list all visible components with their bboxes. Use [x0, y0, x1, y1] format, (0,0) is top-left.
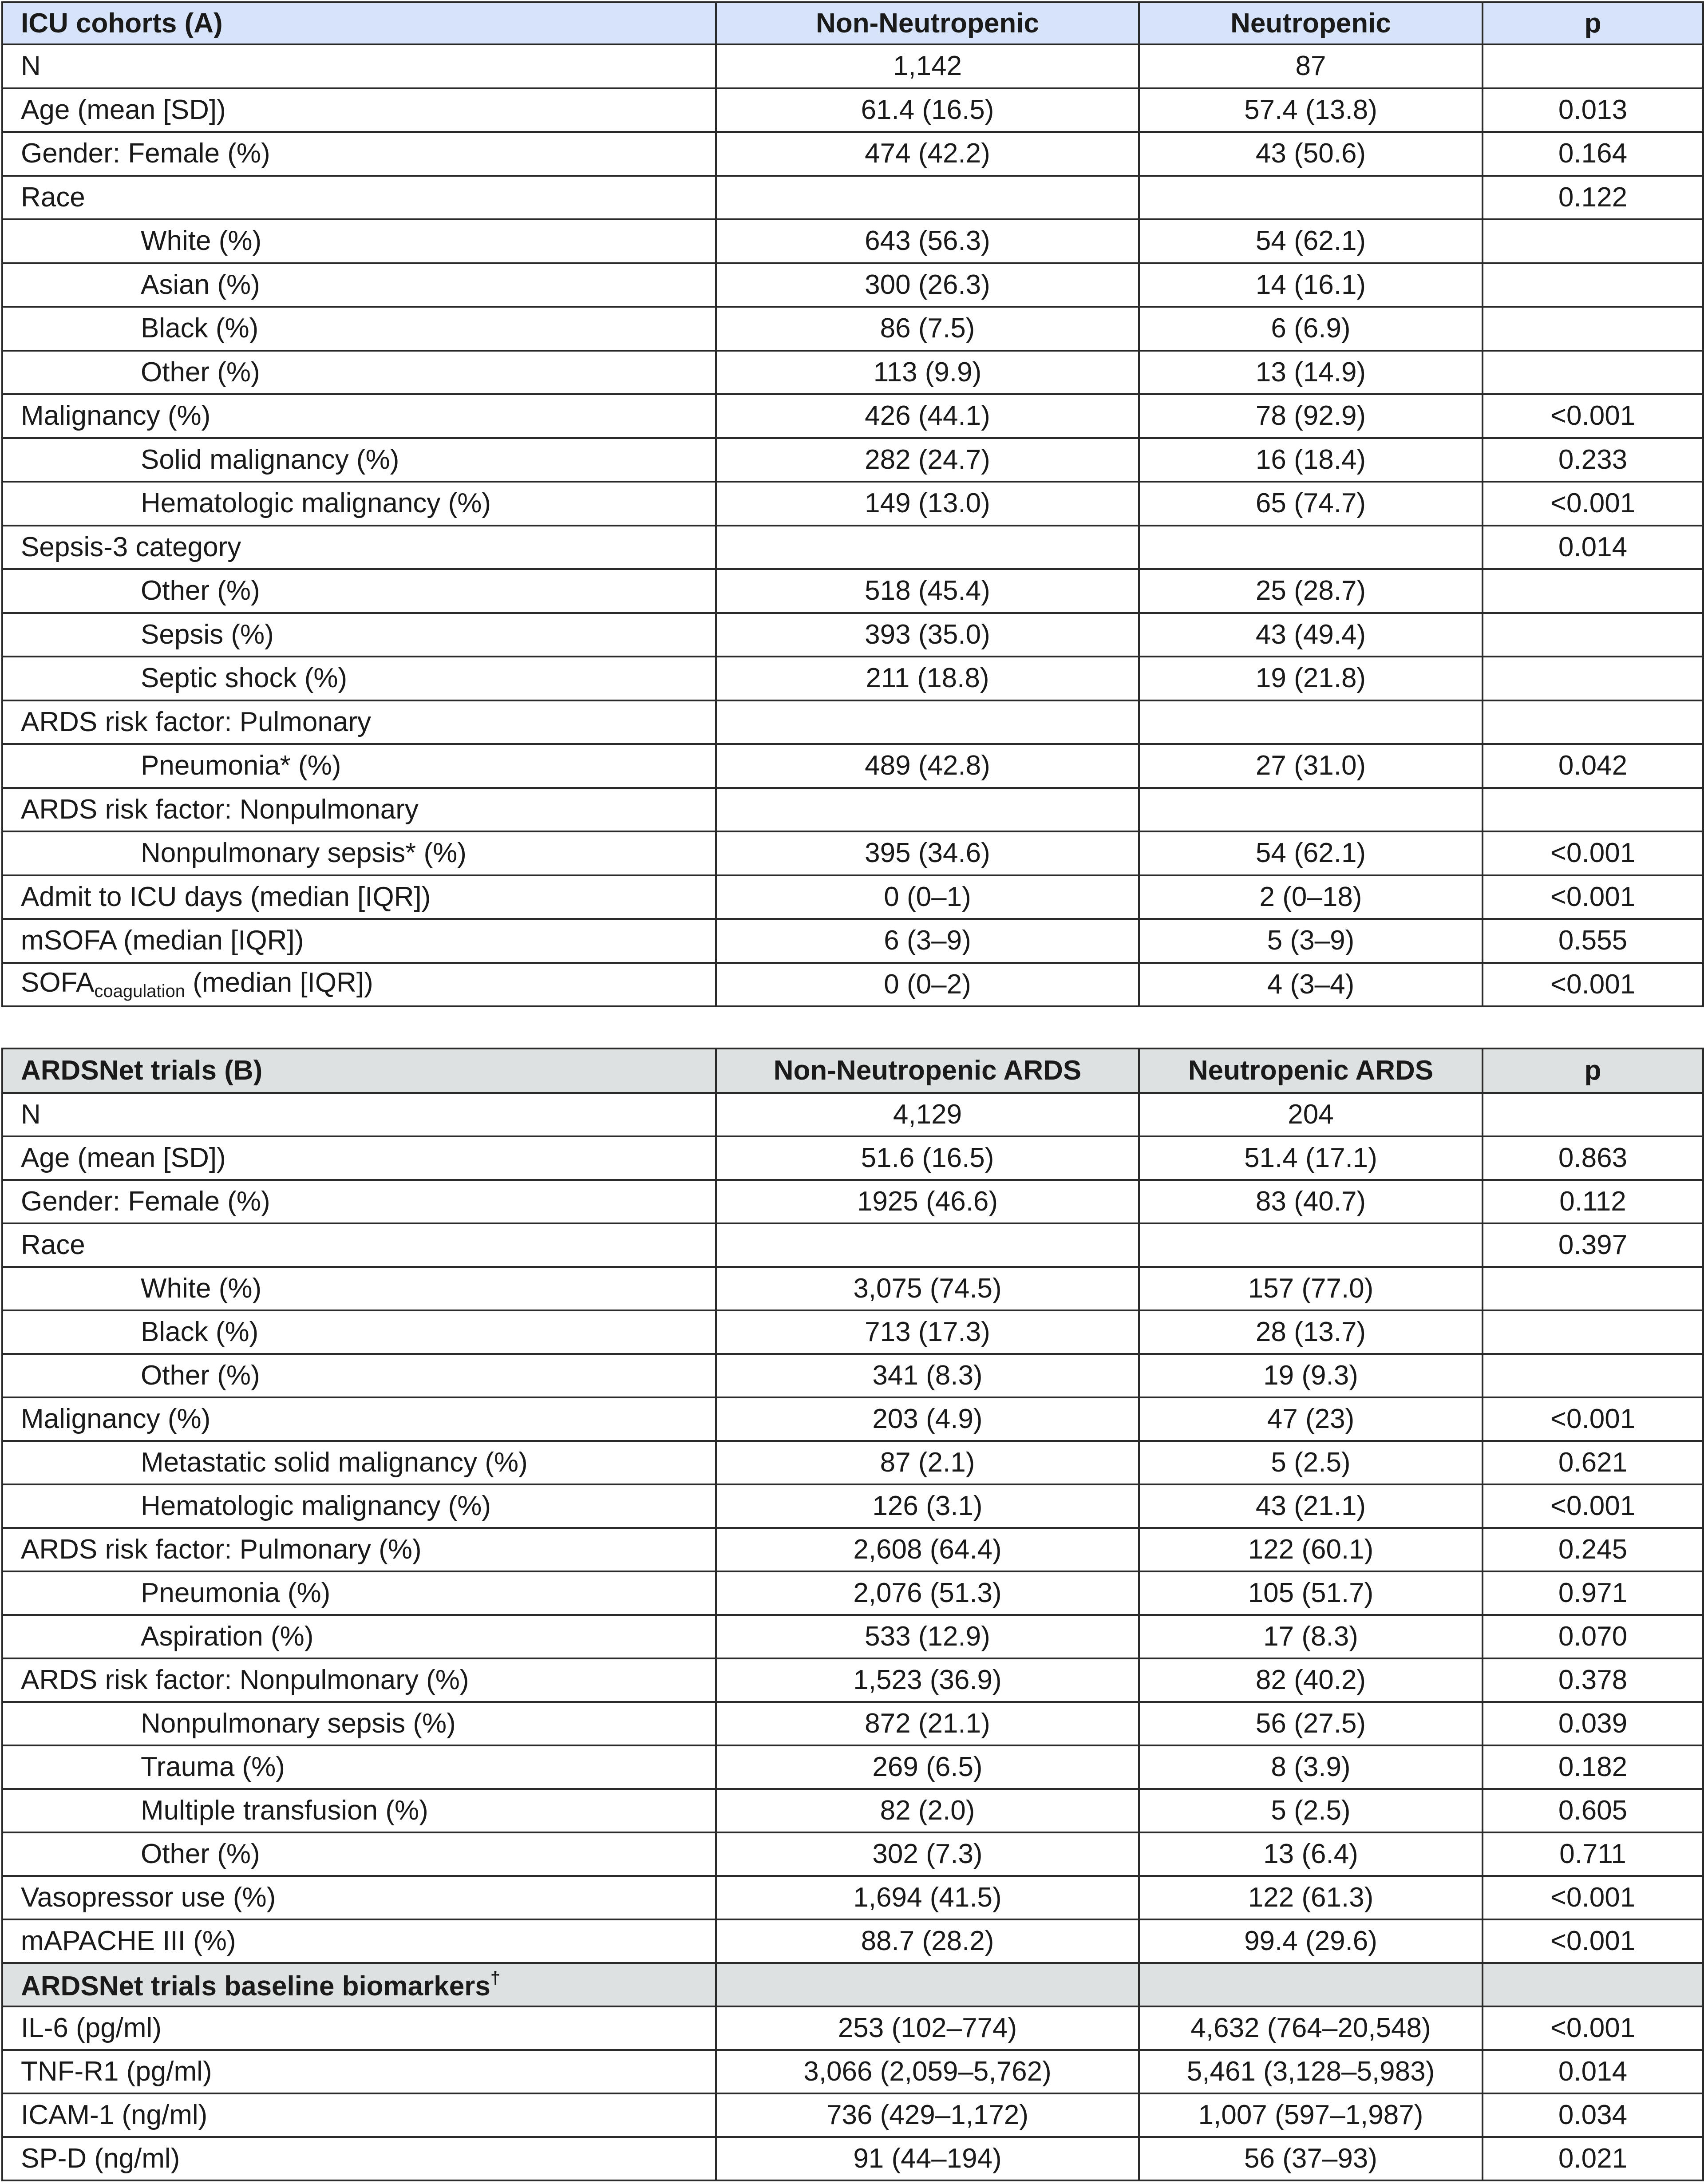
cell-value: 6 (3–9) [716, 919, 1139, 963]
cell-value: 5,461 (3,128–5,983) [1139, 2050, 1483, 2093]
row-label: Malignancy (%) [2, 1397, 716, 1441]
p-value: 0.164 [1483, 132, 1703, 176]
p-value [1483, 700, 1703, 744]
row-label: Gender: Female (%) [2, 132, 716, 176]
cell-value: 533 (12.9) [716, 1615, 1139, 1658]
p-value: 0.034 [1483, 2093, 1703, 2137]
cell-value: 5 (2.5) [1139, 1441, 1483, 1484]
cell-value: 51.4 (17.1) [1139, 1136, 1483, 1180]
cell-value: 16 (18.4) [1139, 438, 1483, 482]
table-row [2, 875, 1703, 919]
p-value: 0.122 [1483, 176, 1703, 220]
cell-value: 713 (17.3) [716, 1310, 1139, 1354]
p-value: 0.605 [1483, 1789, 1703, 1832]
row-label: Black (%) [2, 1310, 716, 1354]
cell-value: 105 (51.7) [1139, 1571, 1483, 1615]
table-row [2, 1441, 1703, 1484]
row-label: Aspiration (%) [2, 1615, 716, 1658]
cell-value: 426 (44.1) [716, 394, 1139, 438]
table-row [2, 657, 1703, 700]
table-row [2, 263, 1703, 307]
row-label [2, 963, 716, 1006]
table-row [2, 2006, 1703, 2050]
cell-value: 122 (60.1) [1139, 1528, 1483, 1571]
row-label: Race [2, 176, 716, 220]
cell-value: 1,694 (41.5) [716, 1876, 1139, 1919]
row-label: Hematologic malignancy (%) [2, 482, 716, 526]
p-value: 0.070 [1483, 1615, 1703, 1658]
biomarker-title-text: ARDSNet trials baseline biomarkers [21, 1971, 490, 2002]
p-value: <0.001 [1483, 1484, 1703, 1528]
p-value: 0.555 [1483, 919, 1703, 963]
row-label: Other (%) [2, 569, 716, 613]
table-row [2, 788, 1703, 832]
cell-value: 1,142 [716, 44, 1139, 88]
p-value [1483, 307, 1703, 351]
p-value: 0.014 [1483, 2050, 1703, 2093]
cell-value: 1,007 (597–1,987) [1139, 2093, 1483, 2137]
cell-value [716, 1223, 1139, 1267]
column-header: Neutropenic ARDS [1139, 1048, 1483, 1093]
row-label: Trauma (%) [2, 1745, 716, 1789]
biomarker-header-row [2, 1963, 1703, 2006]
cell-value: 3,066 (2,059–5,762) [716, 2050, 1139, 2093]
p-value [1483, 788, 1703, 832]
cell-value: 13 (14.9) [1139, 351, 1483, 395]
cell-value: 489 (42.8) [716, 744, 1139, 788]
row-label: Age (mean [SD]) [2, 88, 716, 132]
table-row [2, 1571, 1703, 1615]
row-label: Metastatic solid malignancy (%) [2, 1441, 716, 1484]
p-value: 0.042 [1483, 744, 1703, 788]
row-label: Other (%) [2, 1354, 716, 1397]
row-label: IL-6 (pg/ml) [2, 2006, 716, 2050]
p-value: 0.182 [1483, 1745, 1703, 1789]
p-value [1483, 1310, 1703, 1354]
cell-value: 57.4 (13.8) [1139, 88, 1483, 132]
cell-value [1139, 526, 1483, 570]
p-value: <0.001 [1483, 1876, 1703, 1919]
column-header: p [1483, 2, 1703, 44]
table-row [2, 700, 1703, 744]
table-row [2, 1223, 1703, 1267]
row-label: Nonpulmonary sepsis (%) [2, 1702, 716, 1745]
table-title: ICU cohorts (A) [2, 2, 716, 44]
row-label: mSOFA (median [IQR]) [2, 919, 716, 963]
ardsnet-trials-table [1, 1048, 1704, 2181]
empty-cell [716, 1963, 1139, 2006]
p-value: 0.039 [1483, 1702, 1703, 1745]
cell-value [1139, 700, 1483, 744]
table-row [2, 44, 1703, 88]
table-row [2, 394, 1703, 438]
row-label: White (%) [2, 219, 716, 263]
table-row [2, 831, 1703, 875]
cell-value: 27 (31.0) [1139, 744, 1483, 788]
cell-value: 78 (92.9) [1139, 394, 1483, 438]
cell-value: 43 (49.4) [1139, 613, 1483, 657]
p-value: 0.621 [1483, 1441, 1703, 1484]
table-row [2, 1180, 1703, 1223]
cell-value: 14 (16.1) [1139, 263, 1483, 307]
biomarker-section-title [2, 1963, 716, 2006]
p-value: 0.245 [1483, 1528, 1703, 1571]
row-label: mAPACHE III (%) [2, 1919, 716, 1963]
row-label: Sepsis (%) [2, 613, 716, 657]
p-value [1483, 44, 1703, 88]
cell-value: 51.6 (16.5) [716, 1136, 1139, 1180]
table-row [2, 88, 1703, 132]
sofa-label-rest: (median [IQR]) [185, 967, 373, 998]
table-row [2, 1267, 1703, 1310]
table-row [2, 482, 1703, 526]
table-header-row [2, 1048, 1703, 1093]
p-value: 0.013 [1483, 88, 1703, 132]
row-label: Solid malignancy (%) [2, 438, 716, 482]
table-row [2, 1136, 1703, 1180]
empty-cell [1139, 1963, 1483, 2006]
cell-value [1139, 176, 1483, 220]
p-value [1483, 1267, 1703, 1310]
cell-value: 28 (13.7) [1139, 1310, 1483, 1354]
column-header: Non-Neutropenic [716, 2, 1139, 44]
cell-value [716, 700, 1139, 744]
cell-value: 4,632 (764–20,548) [1139, 2006, 1483, 2050]
table-row [2, 1876, 1703, 1919]
cell-value: 99.4 (29.6) [1139, 1919, 1483, 1963]
table-row [2, 351, 1703, 395]
cell-value: 2 (0–18) [1139, 875, 1483, 919]
table-row [2, 1919, 1703, 1963]
row-label: N [2, 1093, 716, 1136]
row-label: Other (%) [2, 351, 716, 395]
cell-value: 56 (27.5) [1139, 1702, 1483, 1745]
cell-value: 0 (0–2) [716, 963, 1139, 1006]
cell-value: 122 (61.3) [1139, 1876, 1483, 1919]
p-value [1483, 263, 1703, 307]
cell-value: 643 (56.3) [716, 219, 1139, 263]
cell-value: 872 (21.1) [716, 1702, 1139, 1745]
cell-value: 4,129 [716, 1093, 1139, 1136]
p-value: 0.014 [1483, 526, 1703, 570]
p-value: <0.001 [1483, 1397, 1703, 1441]
table-row [2, 1702, 1703, 1745]
table-row [2, 1310, 1703, 1354]
cell-value: 6 (6.9) [1139, 307, 1483, 351]
p-value: 0.971 [1483, 1571, 1703, 1615]
column-header: Non-Neutropenic ARDS [716, 1048, 1139, 1093]
cell-value: 302 (7.3) [716, 1832, 1139, 1876]
table-row [2, 132, 1703, 176]
table-row [2, 569, 1703, 613]
cell-value: 8 (3.9) [1139, 1745, 1483, 1789]
table-row [2, 219, 1703, 263]
table-row [2, 307, 1703, 351]
cell-value: 1,523 (36.9) [716, 1658, 1139, 1702]
cell-value: 1925 (46.6) [716, 1180, 1139, 1223]
row-label: Asian (%) [2, 263, 716, 307]
table-row [2, 963, 1703, 1006]
cell-value: 47 (23) [1139, 1397, 1483, 1441]
cell-value: 13 (6.4) [1139, 1832, 1483, 1876]
row-label: Septic shock (%) [2, 657, 716, 700]
row-label: Gender: Female (%) [2, 1180, 716, 1223]
table-row [2, 1354, 1703, 1397]
table-row [2, 1658, 1703, 1702]
cell-value [716, 526, 1139, 570]
cell-value: 5 (2.5) [1139, 1789, 1483, 1832]
cell-value: 393 (35.0) [716, 613, 1139, 657]
cell-value: 56 (37–93) [1139, 2137, 1483, 2180]
row-label: Sepsis-3 category [2, 526, 716, 570]
row-label: ARDS risk factor: Nonpulmonary (%) [2, 1658, 716, 1702]
column-header: p [1483, 1048, 1703, 1093]
icu-cohorts-table [1, 1, 1704, 1007]
p-value: 0.397 [1483, 1223, 1703, 1267]
cell-value: 2,608 (64.4) [716, 1528, 1139, 1571]
empty-cell [1483, 1963, 1703, 2006]
row-label: ARDS risk factor: Pulmonary [2, 700, 716, 744]
table-row [2, 1397, 1703, 1441]
cell-value: 87 [1139, 44, 1483, 88]
row-label: ARDS risk factor: Nonpulmonary [2, 788, 716, 832]
table-row [2, 2093, 1703, 2137]
cell-value: 0 (0–1) [716, 875, 1139, 919]
table-row [2, 1789, 1703, 1832]
row-label: Pneumonia* (%) [2, 744, 716, 788]
cell-value [716, 788, 1139, 832]
row-label: Multiple transfusion (%) [2, 1789, 716, 1832]
sofa-subscript: coagulation [94, 981, 185, 1001]
cell-value: 3,075 (74.5) [716, 1267, 1139, 1310]
p-value [1483, 1354, 1703, 1397]
cell-value: 395 (34.6) [716, 831, 1139, 875]
table-row [2, 1615, 1703, 1658]
cell-value: 269 (6.5) [716, 1745, 1139, 1789]
cell-value: 82 (2.0) [716, 1789, 1139, 1832]
cell-value [1139, 788, 1483, 832]
row-label: Black (%) [2, 307, 716, 351]
cell-value: 25 (28.7) [1139, 569, 1483, 613]
table-row [2, 1528, 1703, 1571]
cell-value: 203 (4.9) [716, 1397, 1139, 1441]
row-label: Other (%) [2, 1832, 716, 1876]
cell-value: 19 (21.8) [1139, 657, 1483, 700]
table-row [2, 613, 1703, 657]
table-row [2, 2137, 1703, 2180]
table-row [2, 1745, 1703, 1789]
p-value [1483, 613, 1703, 657]
p-value: <0.001 [1483, 831, 1703, 875]
p-value: <0.001 [1483, 482, 1703, 526]
dagger-footnote-mark: † [490, 1968, 501, 1988]
cell-value: 91 (44–194) [716, 2137, 1139, 2180]
p-value [1483, 219, 1703, 263]
cell-value: 54 (62.1) [1139, 219, 1483, 263]
p-value: <0.001 [1483, 1919, 1703, 1963]
table-row [2, 526, 1703, 570]
table-row [2, 919, 1703, 963]
row-label: Nonpulmonary sepsis* (%) [2, 831, 716, 875]
table-header-row [2, 2, 1703, 44]
cell-value: 157 (77.0) [1139, 1267, 1483, 1310]
cell-value: 61.4 (16.5) [716, 88, 1139, 132]
cell-value: 518 (45.4) [716, 569, 1139, 613]
row-label: Pneumonia (%) [2, 1571, 716, 1615]
p-value: 0.112 [1483, 1180, 1703, 1223]
p-value [1483, 569, 1703, 613]
row-label: SP-D (ng/ml) [2, 2137, 716, 2180]
row-label: Malignancy (%) [2, 394, 716, 438]
sofa-label: SOFA [21, 967, 95, 998]
row-label: ARDS risk factor: Pulmonary (%) [2, 1528, 716, 1571]
table-row [2, 2050, 1703, 2093]
cell-value: 300 (26.3) [716, 263, 1139, 307]
cell-value [716, 176, 1139, 220]
cell-value: 204 [1139, 1093, 1483, 1136]
table-row [2, 438, 1703, 482]
table-row [2, 176, 1703, 220]
row-label: White (%) [2, 1267, 716, 1310]
cell-value: 253 (102–774) [716, 2006, 1139, 2050]
cell-value: 341 (8.3) [716, 1354, 1139, 1397]
p-value: <0.001 [1483, 875, 1703, 919]
cell-value: 2,076 (51.3) [716, 1571, 1139, 1615]
table-row [2, 744, 1703, 788]
table-row [2, 1832, 1703, 1876]
p-value [1483, 657, 1703, 700]
cell-value: 113 (9.9) [716, 351, 1139, 395]
table-row [2, 1484, 1703, 1528]
row-label: Admit to ICU days (median [IQR]) [2, 875, 716, 919]
row-label: ICAM-1 (ng/ml) [2, 2093, 716, 2137]
cell-value: 736 (429–1,172) [716, 2093, 1139, 2137]
cell-value: 43 (50.6) [1139, 132, 1483, 176]
cell-value: 82 (40.2) [1139, 1658, 1483, 1702]
p-value: <0.001 [1483, 394, 1703, 438]
row-label: Hematologic malignancy (%) [2, 1484, 716, 1528]
cell-value: 65 (74.7) [1139, 482, 1483, 526]
cell-value: 54 (62.1) [1139, 831, 1483, 875]
p-value: 0.711 [1483, 1832, 1703, 1876]
table-row [2, 1093, 1703, 1136]
cell-value: 17 (8.3) [1139, 1615, 1483, 1658]
cell-value [1139, 1223, 1483, 1267]
cell-value: 19 (9.3) [1139, 1354, 1483, 1397]
cell-value: 4 (3–4) [1139, 963, 1483, 1006]
row-label: Race [2, 1223, 716, 1267]
p-value: 0.021 [1483, 2137, 1703, 2180]
row-label: TNF-R1 (pg/ml) [2, 2050, 716, 2093]
cell-value: 88.7 (28.2) [716, 1919, 1139, 1963]
cell-value: 149 (13.0) [716, 482, 1139, 526]
p-value [1483, 1093, 1703, 1136]
row-label: Vasopressor use (%) [2, 1876, 716, 1919]
cell-value: 86 (7.5) [716, 307, 1139, 351]
column-header: Neutropenic [1139, 2, 1483, 44]
cell-value: 211 (18.8) [716, 657, 1139, 700]
table-title: ARDSNet trials (B) [2, 1048, 716, 1093]
cell-value: 43 (21.1) [1139, 1484, 1483, 1528]
p-value: <0.001 [1483, 963, 1703, 1006]
cell-value: 83 (40.7) [1139, 1180, 1483, 1223]
p-value: 0.378 [1483, 1658, 1703, 1702]
p-value: 0.233 [1483, 438, 1703, 482]
row-label: N [2, 44, 716, 88]
row-label: Age (mean [SD]) [2, 1136, 716, 1180]
p-value: <0.001 [1483, 2006, 1703, 2050]
cell-value: 126 (3.1) [716, 1484, 1139, 1528]
cell-value: 474 (42.2) [716, 132, 1139, 176]
cell-value: 282 (24.7) [716, 438, 1139, 482]
p-value [1483, 351, 1703, 395]
p-value: 0.863 [1483, 1136, 1703, 1180]
cell-value: 5 (3–9) [1139, 919, 1483, 963]
cell-value: 87 (2.1) [716, 1441, 1139, 1484]
